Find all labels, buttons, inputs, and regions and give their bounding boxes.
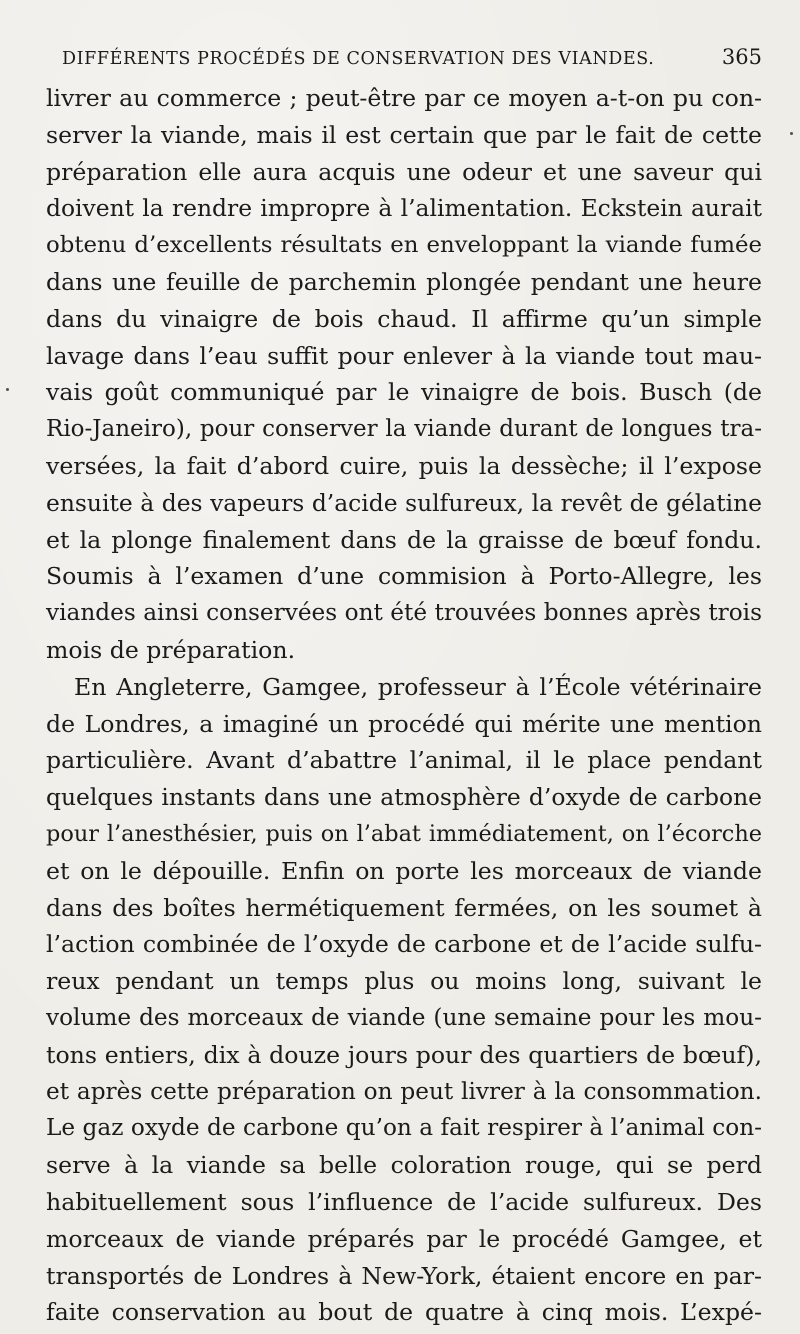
text-line: reux pendant un temps plus ou moins long, suivant le — [46, 967, 762, 996]
text-line: de Londres, a imaginé un procédé qui mérite une mention — [46, 709, 762, 738]
text-line: dans du vinaigre de bois chaud. Il affirme qu’un simple — [46, 304, 762, 333]
text-line: Soumis à l’examen d’une commision à Porto-Allegre, les — [46, 562, 762, 591]
text-line: quelques instants dans une atmosphère d’oxyde de carbone — [46, 783, 762, 812]
text-line: particulière. Avant d’abattre l’animal, il le place pendant — [46, 746, 762, 775]
text-line: serve à la viande sa belle coloration rouge, qui se perd — [46, 1151, 762, 1180]
paragraph-1 — [46, 80, 762, 669]
text-line: Le gaz oxyde de carbone qu’on a fait respirer à l’animal con- — [46, 1114, 762, 1142]
text-line: et la plonge finalement dans de la graisse de bœuf fondu. — [46, 525, 762, 554]
text-line: viandes ainsi conservées ont été trouvées bonnes après trois — [46, 599, 762, 627]
text-line: obtenu d’excellents résultats en enveloppant la viande fumée — [46, 232, 762, 259]
text-line: pour l’anesthésier, puis on l’abat immédiatement, on l’écorche — [46, 820, 762, 847]
text-line: ensuite à des vapeurs d’acide sulfureux, la revêt de gélatine — [46, 488, 762, 517]
paragraph-2 — [46, 669, 762, 1331]
text-line: En Angleterre, Gamgee, professeur à l’École vétérinaire — [74, 672, 762, 701]
text-line: l’action combinée de l’oxyde de carbone et de l’acide sulfu- — [46, 930, 762, 959]
text-line: doivent la rendre impropre à l’alimentation. Eckstein aurait — [46, 194, 762, 223]
text-line: dans une feuille de parchemin plongée pendant une heure — [46, 267, 762, 296]
text-line: Rio-Janeiro), pour conserver la viande durant de longues tra- — [46, 416, 762, 443]
text-line: versées, la fait d’abord cuire, puis la dessèche; il l’expose — [46, 451, 762, 480]
text-line: vais goût communiqué par le vinaigre de bois. Busch (de — [46, 378, 762, 407]
text-line: livrer au commerce ; peut-être par ce moyen a-t-on pu con- — [46, 84, 762, 112]
text-line: mois de préparation. — [46, 635, 296, 664]
text-line: habituellement sous l’influence de l’acide sulfureux. Des — [46, 1187, 762, 1216]
text-line: volume des morceaux de viande (une semaine pour les mou- — [46, 1003, 762, 1031]
text-line: transportés de Londres à New-York, étaient encore en par- — [46, 1261, 762, 1290]
text-line: dans des boîtes hermétiquement fermées, on les soumet à — [46, 893, 762, 922]
text-line: lavage dans l’eau suffit pour enlever à la viande tout mau- — [46, 341, 762, 370]
running-header-title: DIFFÉRENTS PROCÉDÉS DE CONSERVATION DES VIANDES. — [62, 49, 655, 69]
text-line: server la viande, mais il est certain que par le fait de cette — [46, 120, 762, 149]
text-line: faite conservation au bout de quatre à cinq mois. L’expé- — [46, 1298, 762, 1327]
page-number: 365 — [721, 45, 762, 69]
text-line: tons entiers, dix à douze jours pour des quartiers de bœuf), — [46, 1040, 762, 1069]
paper-speck — [790, 132, 793, 135]
text-line: et on le dépouille. Enfin on porte les morceaux de viande — [46, 856, 762, 885]
text-line: et après cette préparation on peut livrer à la consommation. — [46, 1077, 762, 1105]
text-line: préparation elle aura acquis une odeur et une saveur qui — [46, 157, 762, 186]
paper-speck — [6, 388, 9, 391]
running-header — [62, 44, 762, 72]
text-line: morceaux de viande préparés par le procédé Gamgee, et — [46, 1224, 762, 1253]
